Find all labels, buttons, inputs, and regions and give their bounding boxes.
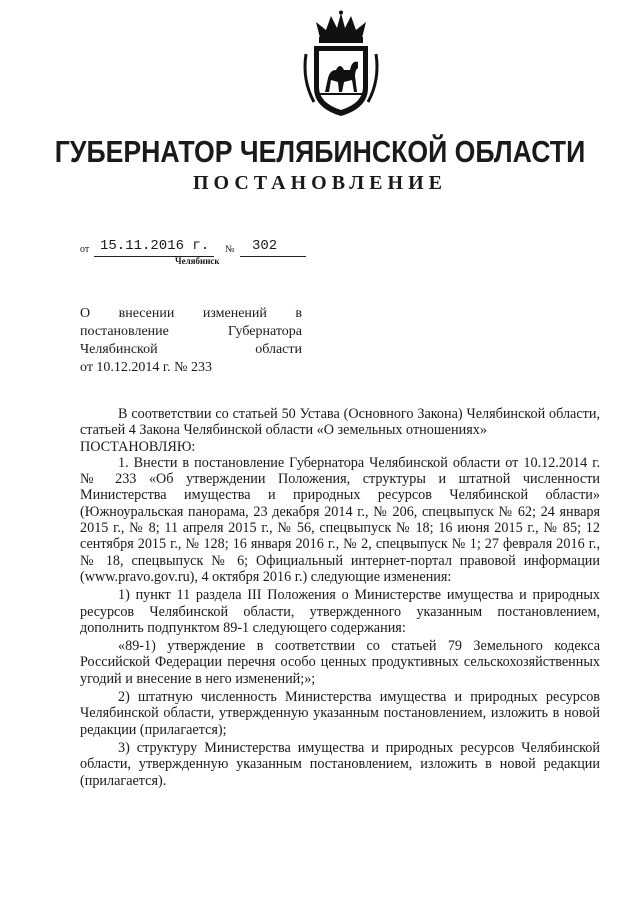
- preamble-paragraph: В соответствии со статьей 50 Устава (Основного Закона) Челябинской области, статьей 4 Закона Челябинской области «О земельных отношениях»: [80, 406, 600, 439]
- document-body: [80, 406, 600, 789]
- quoted-subpoint-paragraph: «89-1) утверждение в соответствии со статьей 79 Земельного кодекса Российской Федерации перечня особо ценных продуктивных сельскохозяйственных угодий и внесение в него изменений;»;: [80, 638, 600, 687]
- subitem-3-paragraph: 3) структуру Министерства имущества и природных ресурсов Челябинской области, утвержденную указанным постановлением, изложить в новой редакции (прилагается).: [80, 739, 600, 789]
- subject-line: Челябинской области: [80, 342, 302, 357]
- document-subject: [80, 305, 302, 377]
- document-type-heading: ПОСТАНОВЛЕНИЕ: [193, 172, 447, 194]
- document-date: 15.11.2016 г.: [100, 238, 210, 254]
- governor-title: ГУБЕРНАТОР ЧЕЛЯБИНСКОЙ ОБЛАСТИ: [54, 134, 586, 169]
- subitem-1-paragraph: 1) пункт 11 раздела III Положения о Министерстве имущества и природных ресурсов Челябинской области, утвержденного указанным постановлением, дополнить подпунктом 89-1 следующего содержания:: [80, 587, 600, 636]
- number-sign: №: [225, 244, 235, 255]
- resolve-heading: ПОСТАНОВЛЯЮ:: [80, 438, 196, 455]
- crown-icon: [316, 11, 366, 44]
- subitem-2-paragraph: 2) штатную численность Министерства имущества и природных ресурсов Челябинской области, утвержденную указанным постановлением, изложить в новой редакции (прилагается);: [80, 689, 600, 738]
- item-1-paragraph: 1. Внести в постановление Губернатора Челябинской области от 10.12.2014 г. № 233 «Об утверждении Положения, структуры и штатной численности Министерства имущества и природных ресурсов Челябинской области» (Южноуральская панорама, 23 декабря 2014 г., № 206, спецвыпуск № 62; 24 января 2015 г., № 8; 11 апреля 2015 г., № 56, спецвыпуск № 18; 16 июня 2015 г., № 85; 12 сентября 2015 г., № 128; 16 января 2016 г., № 2, спецвыпуск № 1; 27 февраля 2016 г., № 18, спецвыпуск № 6; Официальный интернет-портал правовой информации (www.pravo.gov.ru), 4 октября 2016 г.) следующие изменения:: [80, 454, 600, 585]
- coat-of-arms-emblem: [300, 10, 382, 120]
- number-underline: [240, 256, 306, 257]
- date-prefix: от: [80, 244, 90, 255]
- city-label: Челябинск: [175, 256, 220, 266]
- subject-line: постановление Губернатора: [80, 324, 302, 339]
- subject-line: О внесении изменений в: [80, 306, 302, 321]
- subject-line: от 10.12.2014 г. № 233: [80, 360, 212, 375]
- document-number: 302: [252, 238, 278, 254]
